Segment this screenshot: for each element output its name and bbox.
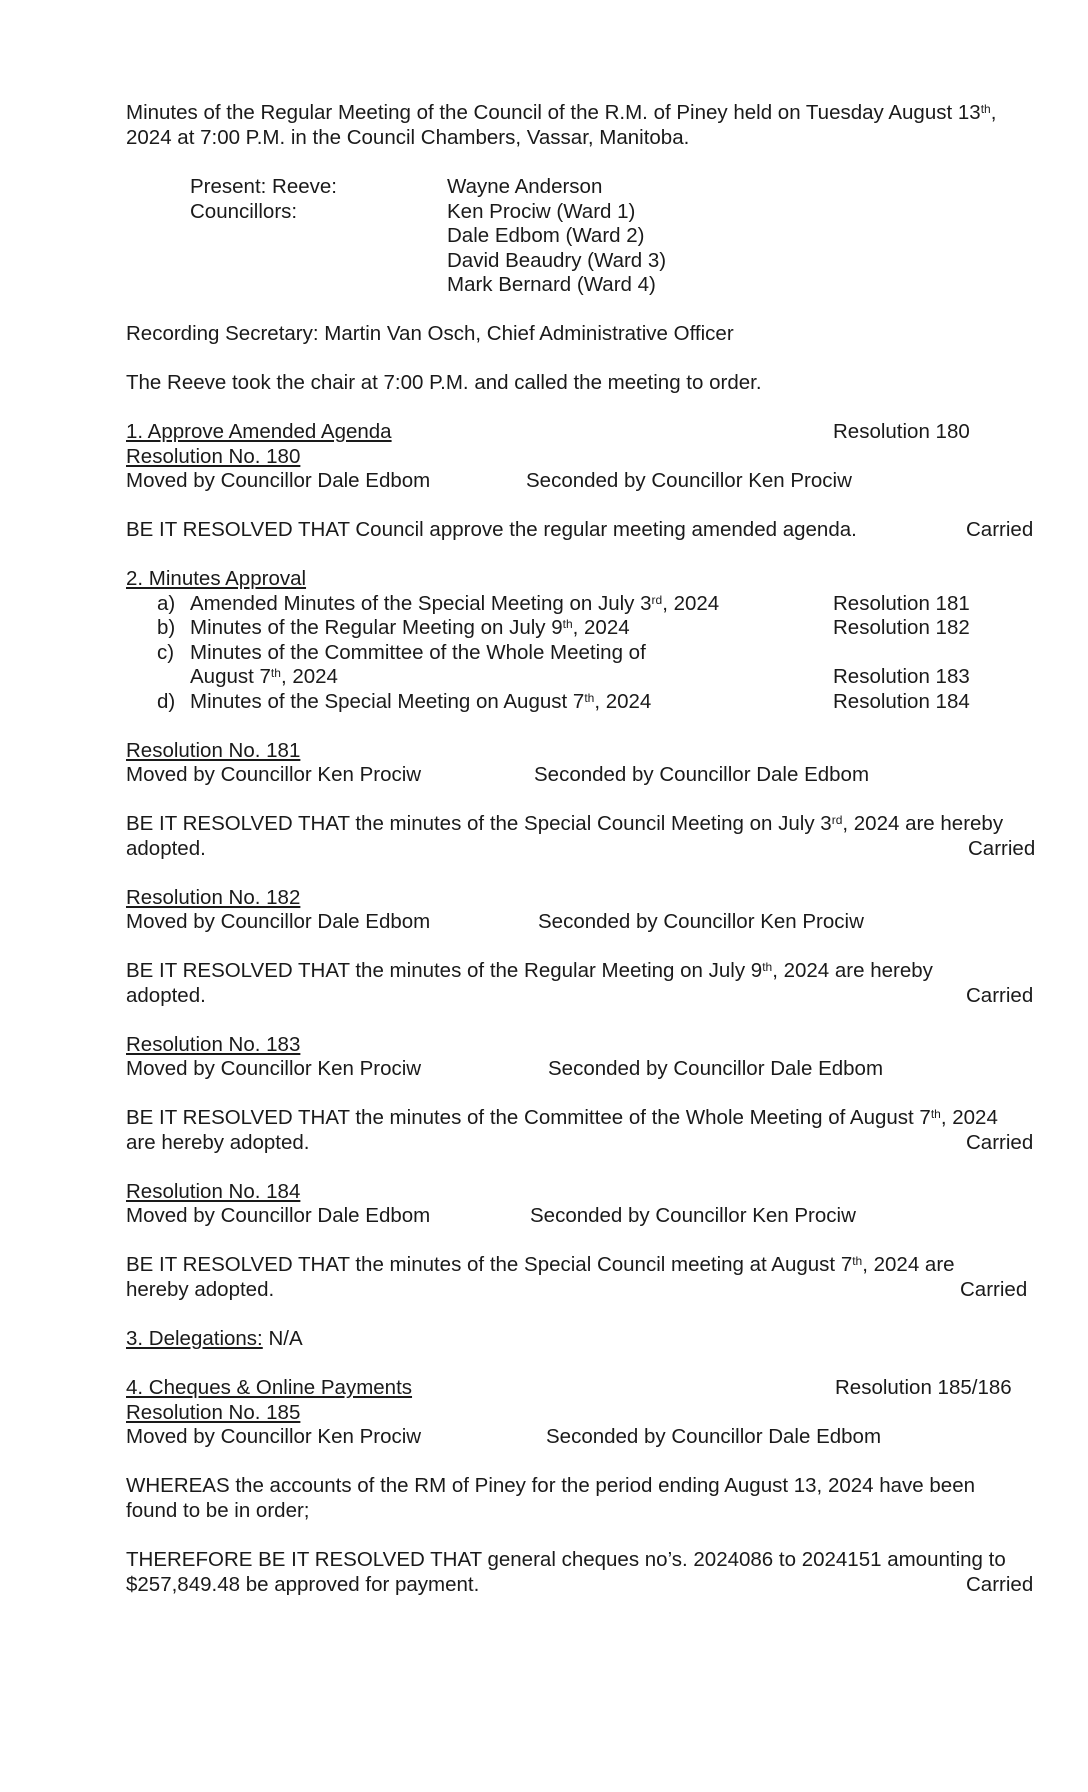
- moved-by: Moved by Councillor Ken Prociw: [126, 1057, 422, 1080]
- seconded-by: Seconded by Councillor Ken Prociw: [530, 1204, 856, 1227]
- list-letter: b): [157, 616, 176, 639]
- whereas-text-end: found to be in order;: [126, 1499, 310, 1522]
- call-to-order: The Reeve took the chair at 7:00 P.M. and called the meeting to order.: [126, 371, 762, 394]
- moved-by: Moved by Councillor Ken Prociw: [126, 763, 422, 786]
- section-heading-delegations: 3. Delegations:: [126, 1327, 263, 1350]
- reeve-label: Present: Reeve:: [190, 175, 337, 198]
- seconded-by: Seconded by Councillor Dale Edbom: [548, 1057, 884, 1080]
- resolution-text: BE IT RESOLVED THAT the minutes of the Regular Meeting on July 9th, 2024 are hereby: [126, 959, 933, 982]
- list-item: Minutes of the Regular Meeting on July 9th, 2024: [190, 616, 630, 639]
- list-letter: d): [157, 690, 176, 713]
- status-carried: Carried: [960, 1278, 1028, 1301]
- councillor-name: Ken Prociw (Ward 1): [447, 200, 636, 223]
- resolution-text-end: adopted.: [126, 984, 206, 1007]
- delegations-line: [126, 1327, 303, 1352]
- list-item-continued: August 7th, 2024: [190, 665, 338, 688]
- intro-text-end: ,: [990, 101, 997, 124]
- list-letter: c): [157, 641, 175, 664]
- resolution-ref: Resolution 180: [833, 420, 970, 443]
- resolution-label: Resolution No. 185: [126, 1401, 301, 1424]
- resolution-label: Resolution No. 182: [126, 886, 301, 909]
- intro-line-2: 2024 at 7:00 P.M. in the Council Chambers, Vassar, Manitoba.: [126, 126, 690, 149]
- councillor-name: David Beaudry (Ward 3): [447, 249, 667, 272]
- intro-line-1: [126, 101, 1038, 126]
- list-item: Minutes of the Special Meeting on August 7th, 2024: [190, 690, 652, 713]
- moved-by: Moved by Councillor Dale Edbom: [126, 910, 431, 933]
- status-carried: Carried: [966, 1131, 1034, 1154]
- resolution-ref: Resolution 184: [833, 690, 970, 713]
- resolution-text: BE IT RESOLVED THAT the minutes of the Special Council meeting at August 7th, 2024 are: [126, 1253, 955, 1276]
- seconded-by: Seconded by Councillor Dale Edbom: [534, 763, 870, 786]
- section-heading-agenda: 1. Approve Amended Agenda: [126, 420, 392, 443]
- status-carried: Carried: [968, 837, 1036, 860]
- therefore-text: THEREFORE BE IT RESOLVED THAT general cheques no’s. 2024086 to 2024151 amounting to: [126, 1548, 1006, 1571]
- seconded-by: Seconded by Councillor Dale Edbom: [546, 1425, 882, 1448]
- resolution-ref: Resolution 185/186: [835, 1376, 1012, 1399]
- resolution-text: BE IT RESOLVED THAT the minutes of the Special Council Meeting on July 3rd, 2024 are hereby: [126, 812, 1004, 835]
- seconded-by: Seconded by Councillor Ken Prociw: [538, 910, 864, 933]
- section-heading-minutes: 2. Minutes Approval: [126, 567, 307, 590]
- resolution-ref: Resolution 183: [833, 665, 970, 688]
- therefore-text-end: $257,849.48 be approved for payment.: [126, 1573, 480, 1596]
- delegations-value: N/A: [262, 1327, 303, 1350]
- ordinal-suffix: th: [980, 102, 991, 116]
- resolution-ref: Resolution 182: [833, 616, 970, 639]
- moved-by: Moved by Councillor Ken Prociw: [126, 1425, 422, 1448]
- recording-secretary: Recording Secretary: Martin Van Osch, Chief Administrative Officer: [126, 322, 734, 345]
- resolution-text-end: hereby adopted.: [126, 1278, 275, 1301]
- resolution-text: BE IT RESOLVED THAT the minutes of the Committee of the Whole Meeting of August 7th, 2024: [126, 1106, 998, 1129]
- intro-text: Minutes of the Regular Meeting of the Council of the R.M. of Piney held on Tuesday August 13: [126, 101, 981, 124]
- resolution-label: Resolution No. 180: [126, 445, 301, 468]
- resolution-text-end: are hereby adopted.: [126, 1131, 310, 1154]
- list-letter: a): [157, 592, 176, 615]
- section-heading-cheques: 4. Cheques & Online Payments: [126, 1376, 413, 1399]
- resolution-label: Resolution No. 181: [126, 739, 301, 762]
- list-item: Minutes of the Committee of the Whole Meeting of: [190, 641, 646, 664]
- resolution-label: Resolution No. 183: [126, 1033, 301, 1056]
- status-carried: Carried: [966, 518, 1034, 541]
- seconded-by: Seconded by Councillor Ken Prociw: [526, 469, 852, 492]
- status-carried: Carried: [966, 1573, 1034, 1596]
- whereas-text: WHEREAS the accounts of the RM of Piney for the period ending August 13, 2024 have been: [126, 1474, 975, 1497]
- resolution-text-end: adopted.: [126, 837, 206, 860]
- moved-by: Moved by Councillor Dale Edbom: [126, 1204, 431, 1227]
- resolution-ref: Resolution 181: [833, 592, 970, 615]
- status-carried: Carried: [966, 984, 1034, 1007]
- moved-by: Moved by Councillor Dale Edbom: [126, 469, 431, 492]
- resolution-label: Resolution No. 184: [126, 1180, 301, 1203]
- councillor-name: Dale Edbom (Ward 2): [447, 224, 645, 247]
- list-item: Amended Minutes of the Special Meeting on July 3rd, 2024: [190, 592, 720, 615]
- reeve-name: Wayne Anderson: [447, 175, 603, 198]
- resolution-text: BE IT RESOLVED THAT Council approve the regular meeting amended agenda.: [126, 518, 857, 541]
- councillors-label: Councillors:: [190, 200, 298, 223]
- councillor-name: Mark Bernard (Ward 4): [447, 273, 656, 296]
